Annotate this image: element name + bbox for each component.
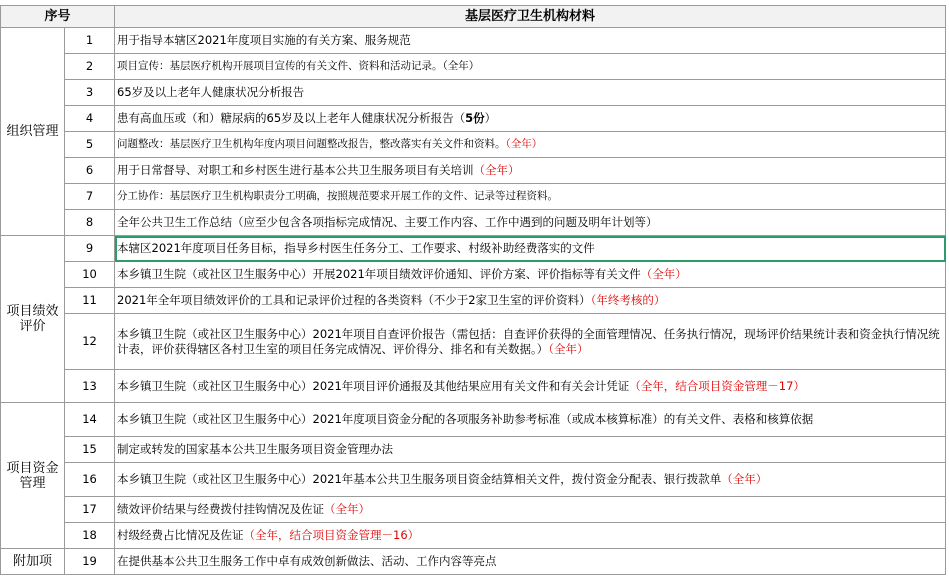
row-text[interactable] — [115, 437, 946, 463]
text-main: 患有高血压或（和）糖尿病的65岁及以上老年人健康状况分析报告（ — [117, 111, 466, 125]
table-row — [1, 523, 946, 549]
text-note: （全年） — [548, 341, 589, 356]
row-text[interactable] — [115, 80, 946, 106]
row-number[interactable]: 3 — [65, 80, 115, 106]
text-main: 分工协作：基层医疗卫生机构职责分工明确，按照规范要求开展工作的文件、记录等过程资料。 — [117, 190, 559, 202]
row-text[interactable] — [115, 54, 946, 80]
table-row — [1, 210, 946, 236]
row-number[interactable]: 9 — [65, 236, 115, 262]
row-text[interactable] — [115, 523, 946, 549]
category-org[interactable] — [1, 28, 65, 236]
text-note: （全年） — [721, 472, 768, 486]
row-text[interactable] — [115, 288, 946, 314]
text-main: 问题整改：基层医疗卫生机构年度内项目问题整改报告，整改落实有关文件和资料。 — [117, 138, 506, 150]
row-number[interactable]: 1 — [65, 28, 115, 54]
row-text[interactable] — [115, 184, 946, 210]
text-main: 本乡镇卫生院（或社区卫生服务中心）2021年基本公共卫生服务项目资金结算相关文件，拨付资金分配表、银行拨款单 — [117, 472, 722, 486]
table-row — [1, 158, 946, 184]
table-row — [1, 80, 946, 106]
row-number[interactable]: 16 — [65, 463, 115, 497]
header-index[interactable]: 序号 — [1, 6, 115, 28]
text-note: （全年） — [505, 138, 543, 150]
table-row — [1, 403, 946, 437]
row-number[interactable]: 11 — [65, 288, 115, 314]
category-extra[interactable]: 附加项 — [1, 549, 65, 575]
text-main: 本乡镇卫生院（或社区卫生服务中心）2021年度项目资金分配的各项服务补助参考标准（或成本核算标准）的有关文件、表格和核算依据 — [117, 412, 814, 426]
row-text[interactable] — [115, 262, 946, 288]
table-row — [1, 236, 946, 262]
table-row — [1, 370, 946, 403]
row-text[interactable] — [115, 403, 946, 437]
row-number[interactable]: 7 — [65, 184, 115, 210]
table-row — [1, 28, 946, 54]
text-note: （全年，结合项目资金管理－16） — [243, 528, 420, 542]
row-number[interactable]: 18 — [65, 523, 115, 549]
row-number[interactable]: 14 — [65, 403, 115, 437]
header-material[interactable]: 基层医疗卫生机构材料 — [115, 6, 946, 28]
row-number[interactable]: 8 — [65, 210, 115, 236]
row-text[interactable] — [115, 106, 946, 132]
row-number[interactable]: 5 — [65, 132, 115, 158]
text-main: 村级经费占比情况及佐证 — [117, 528, 244, 542]
row-text[interactable] — [115, 132, 946, 158]
table-row — [1, 463, 946, 497]
row-text-selected[interactable] — [115, 236, 946, 262]
row-number[interactable]: 13 — [65, 370, 115, 403]
text-note: （全年） — [324, 502, 371, 516]
materials-table — [0, 5, 946, 575]
table-row — [1, 437, 946, 463]
text-count: 5份 — [465, 111, 485, 125]
text-main: 全年公共卫生工作总结（应至少包含各项指标完成情况、主要工作内容、工作中遇到的问题及明年计划等） — [117, 215, 658, 229]
table-row — [1, 314, 946, 370]
row-number[interactable]: 6 — [65, 158, 115, 184]
text-main: 65岁及以上老年人健康状况分析报告 — [117, 85, 305, 99]
table-row — [1, 262, 946, 288]
text-main: 本乡镇卫生院（或社区卫生服务中心）2021年项目评价通报及其他结果应用有关文件和有关会计凭证 — [117, 378, 630, 393]
row-text[interactable] — [115, 28, 946, 54]
table-row — [1, 106, 946, 132]
text-main: 项目宣传：基层医疗机构开展项目宣传的有关文件、资料和活动记录。（全年） — [117, 60, 480, 72]
category-label: 组织管理 — [6, 124, 59, 139]
text-main: 用于日常督导、对职工和乡村医生进行基本公共卫生服务项目有关培训 — [117, 163, 474, 177]
text-note: （全年） — [473, 163, 520, 177]
table-row — [1, 549, 946, 575]
table-row — [1, 497, 946, 523]
row-number[interactable]: 4 — [65, 106, 115, 132]
text-main: 在提供基本公共卫生服务工作中卓有成效创新做法、活动、工作内容等亮点 — [117, 554, 497, 568]
text-main: 绩效评价结果与经费拨付挂钩情况及佐证 — [117, 502, 325, 516]
category-fund[interactable]: 项目资金 管理 — [1, 403, 65, 549]
row-text[interactable] — [115, 370, 946, 403]
row-text[interactable] — [115, 497, 946, 523]
row-text[interactable] — [115, 314, 946, 370]
text-main: 本乡镇卫生院（或社区卫生服务中心）开展2021年项目绩效评价通知、评价方案、评价指标等有关文件 — [117, 267, 641, 281]
table-row — [1, 54, 946, 80]
text-main: 2021年全年项目绩效评价的工具和记录评价过程的各类资料（不少于2家卫生室的评价资料） — [117, 293, 591, 307]
table-row — [1, 184, 946, 210]
row-number[interactable]: 15 — [65, 437, 115, 463]
row-number[interactable]: 19 — [65, 549, 115, 575]
text-tail: ） — [484, 111, 497, 125]
row-text[interactable] — [115, 549, 946, 575]
text-main: 本乡镇卫生院（或社区卫生服务中心）2021年项目自查评价报告（需包括：自查评价获得的全面管理情况、任务执行情况，现场评价结果统计表和资金执行情况统计表，评价获得辖区各村卫生室的项目任务完成情况、评价得分、排名和有关数据。） — [117, 326, 940, 356]
row-number[interactable]: 2 — [65, 54, 115, 80]
row-text[interactable] — [115, 158, 946, 184]
row-text[interactable] — [115, 463, 946, 497]
table-row — [1, 132, 946, 158]
row-number[interactable]: 12 — [65, 314, 115, 370]
row-number[interactable]: 17 — [65, 497, 115, 523]
text-main: 用于指导本辖区2021年度项目实施的有关方案、服务规范 — [117, 33, 411, 47]
header-row — [1, 6, 946, 28]
category-perf[interactable]: 项目绩效 评价 — [1, 236, 65, 403]
text-note: （全年） — [640, 267, 687, 281]
text-main: 制定或转发的国家基本公共卫生服务项目资金管理办法 — [117, 442, 394, 456]
table-row — [1, 288, 946, 314]
text-note: （年终考核的） — [590, 293, 666, 307]
row-text[interactable] — [115, 210, 946, 236]
text-main: 本辖区2021年度项目任务目标，指导乡村医生任务分工、工作要求、村级补助经费落实的文件 — [117, 241, 595, 255]
row-number[interactable]: 10 — [65, 262, 115, 288]
text-note: （全年，结合项目资金管理－17） — [629, 378, 805, 393]
